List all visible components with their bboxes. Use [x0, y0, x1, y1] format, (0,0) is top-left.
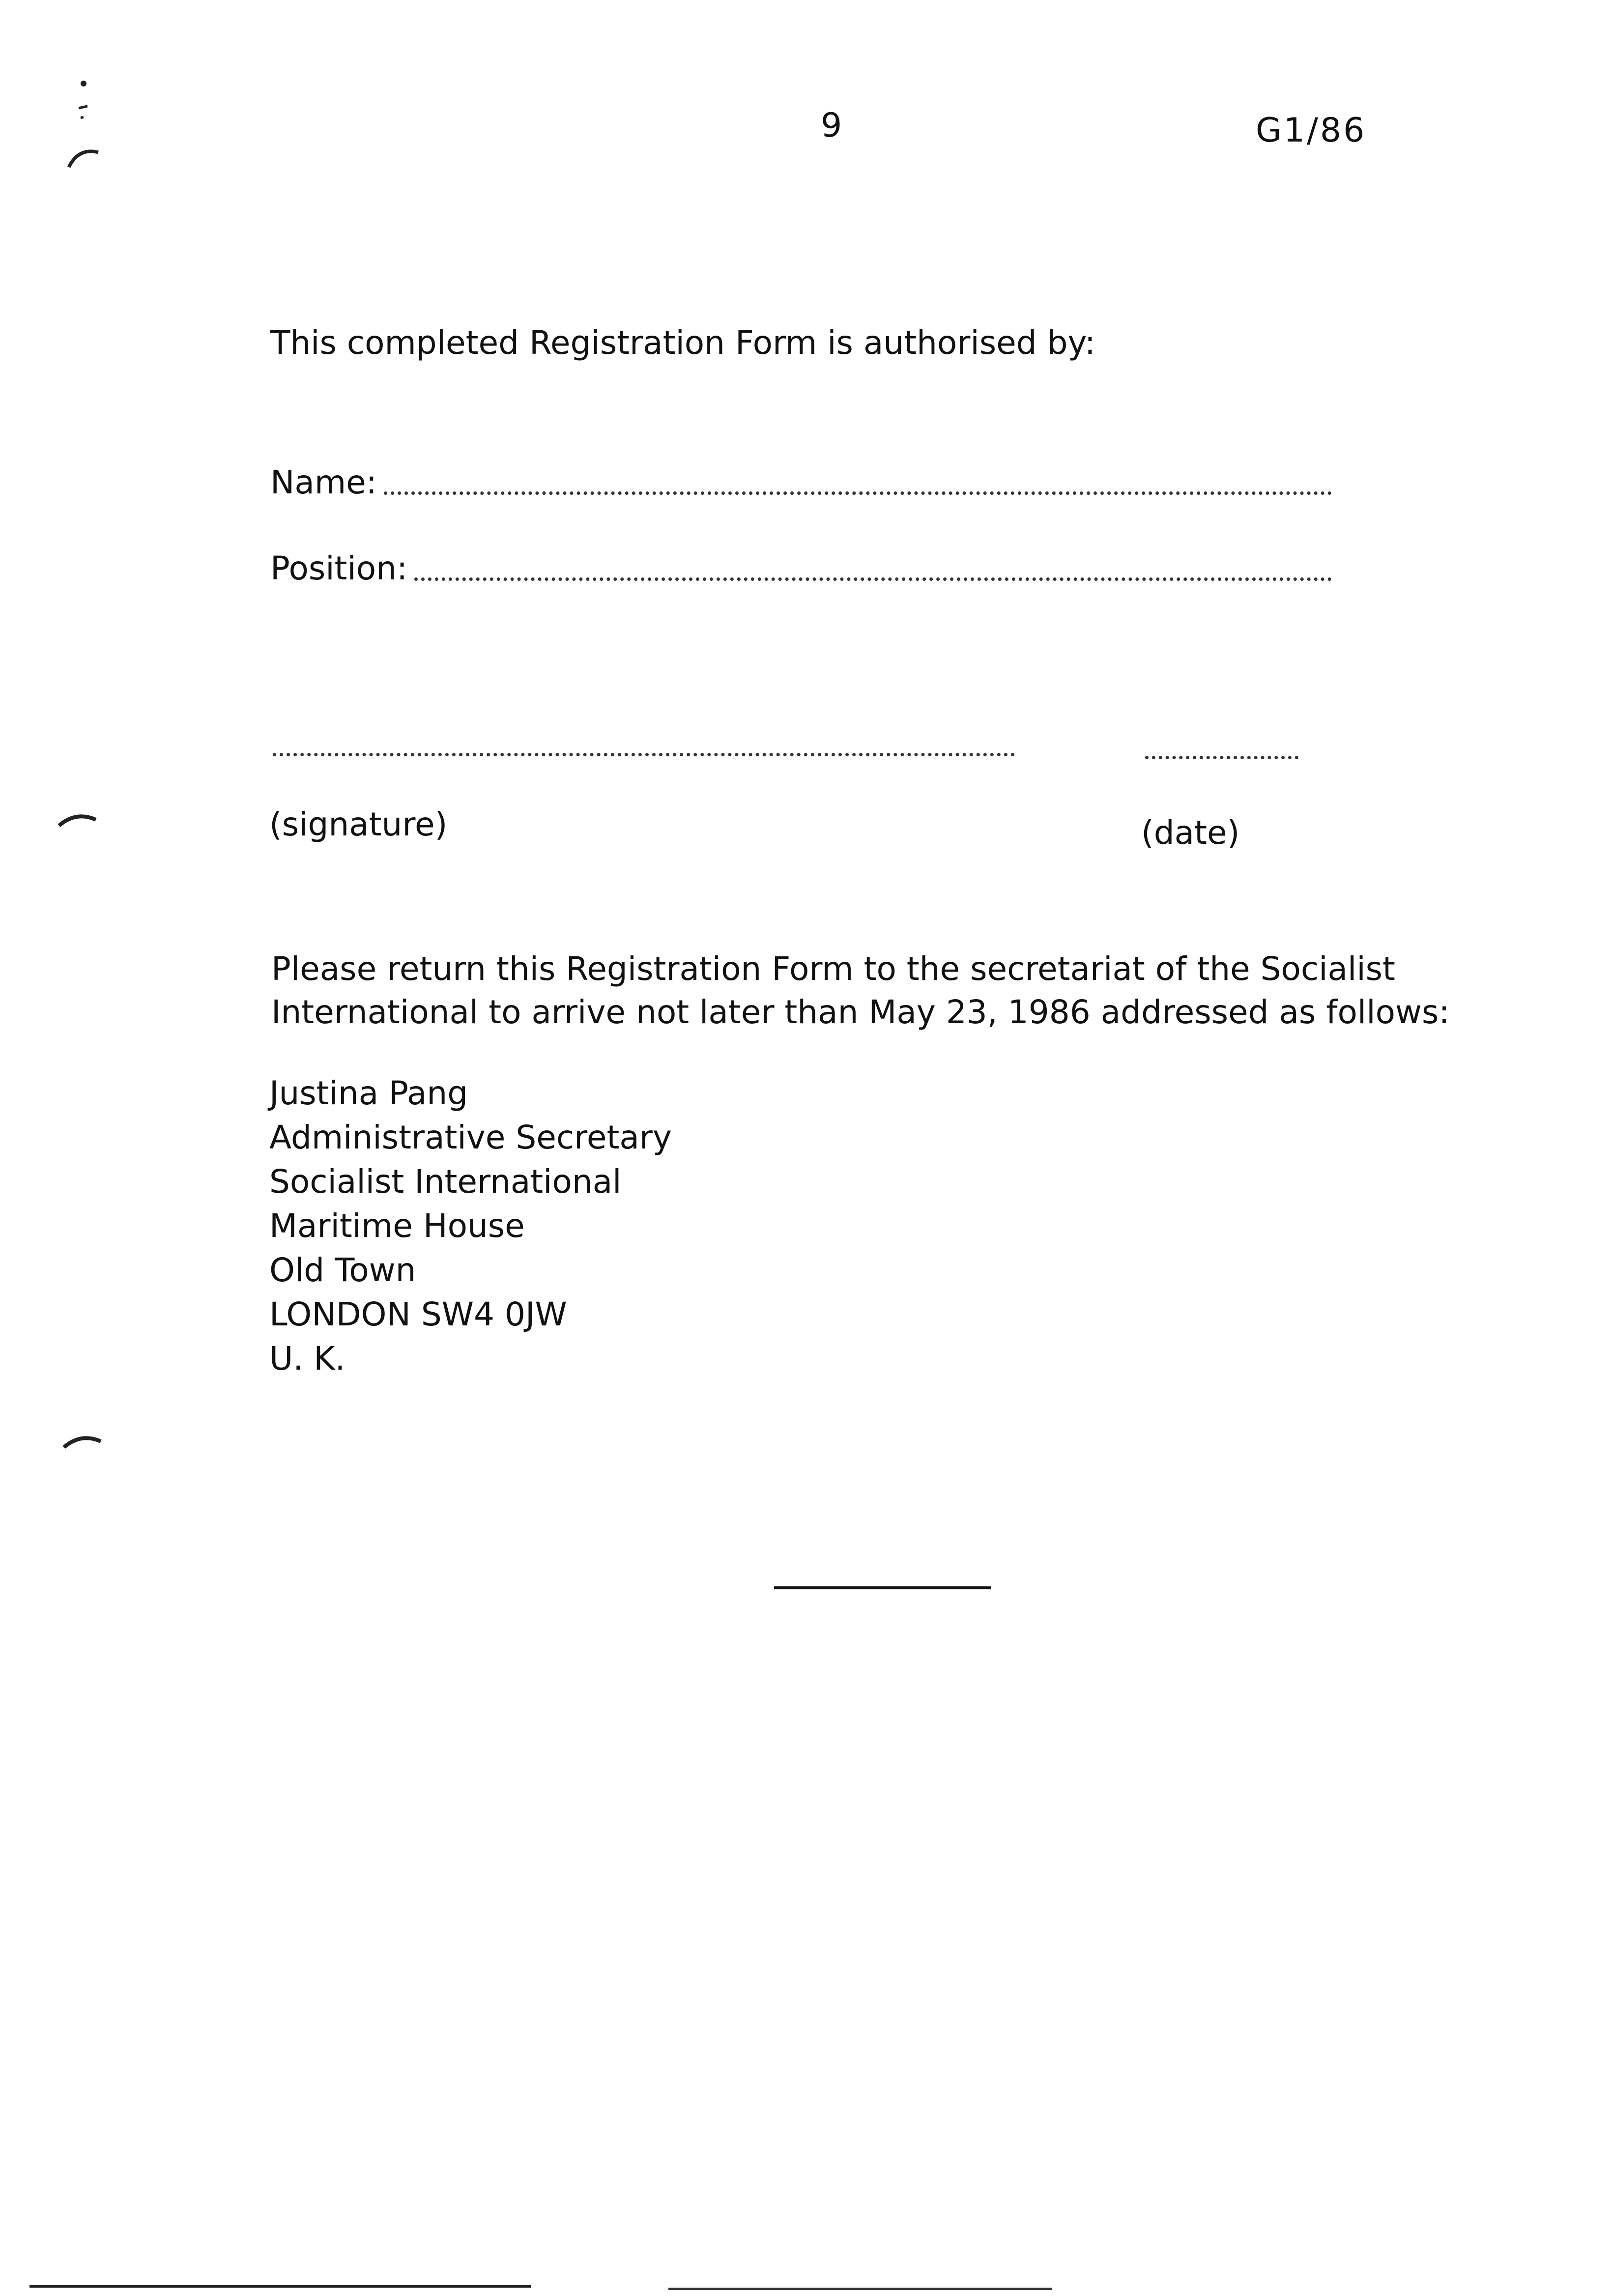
name-dotted-line: [384, 491, 1332, 495]
address-line: Administrative Secretary: [269, 1119, 672, 1156]
margin-mark-lower: [59, 1428, 108, 1457]
address-line: Justina Pang: [269, 1074, 468, 1112]
address-line: Maritime House: [269, 1207, 525, 1245]
date-dotted-line[interactable]: [1145, 756, 1298, 759]
return-instructions: [271, 947, 1450, 1034]
document-reference: G1/86: [1256, 111, 1367, 150]
address-line: Socialist International: [269, 1163, 622, 1201]
page-number: 9: [821, 106, 842, 145]
return-instructions-line-2: International to arrive not later than May 23, 1986 addressed as follows:: [271, 993, 1450, 1031]
address-line: U. K.: [269, 1340, 345, 1378]
position-field[interactable]: [270, 545, 1332, 585]
position-dotted-line: [414, 577, 1332, 581]
date-label: (date): [1141, 814, 1240, 852]
end-of-section-rule: [774, 1586, 991, 1589]
margin-mark-middle: [54, 806, 103, 835]
scan-edge-line-right: [668, 2288, 1052, 2290]
mailing-address: [269, 1071, 672, 1381]
name-label: Name:: [270, 463, 377, 501]
scan-edge-line-left: [29, 2285, 531, 2288]
authorisation-intro: This completed Registration Form is authorised by:: [270, 324, 1096, 362]
return-instructions-line-1: Please return this Registration Form to the secretariat of the Socialist: [271, 950, 1395, 988]
address-line: Old Town: [269, 1251, 416, 1289]
address-line: LONDON SW4 0JW: [269, 1295, 567, 1333]
margin-mark-top: [59, 74, 108, 172]
signature-dotted-line[interactable]: [273, 753, 1015, 756]
position-label: Position:: [270, 549, 408, 587]
signature-label: (signature): [269, 805, 448, 843]
name-field[interactable]: [270, 459, 1332, 499]
